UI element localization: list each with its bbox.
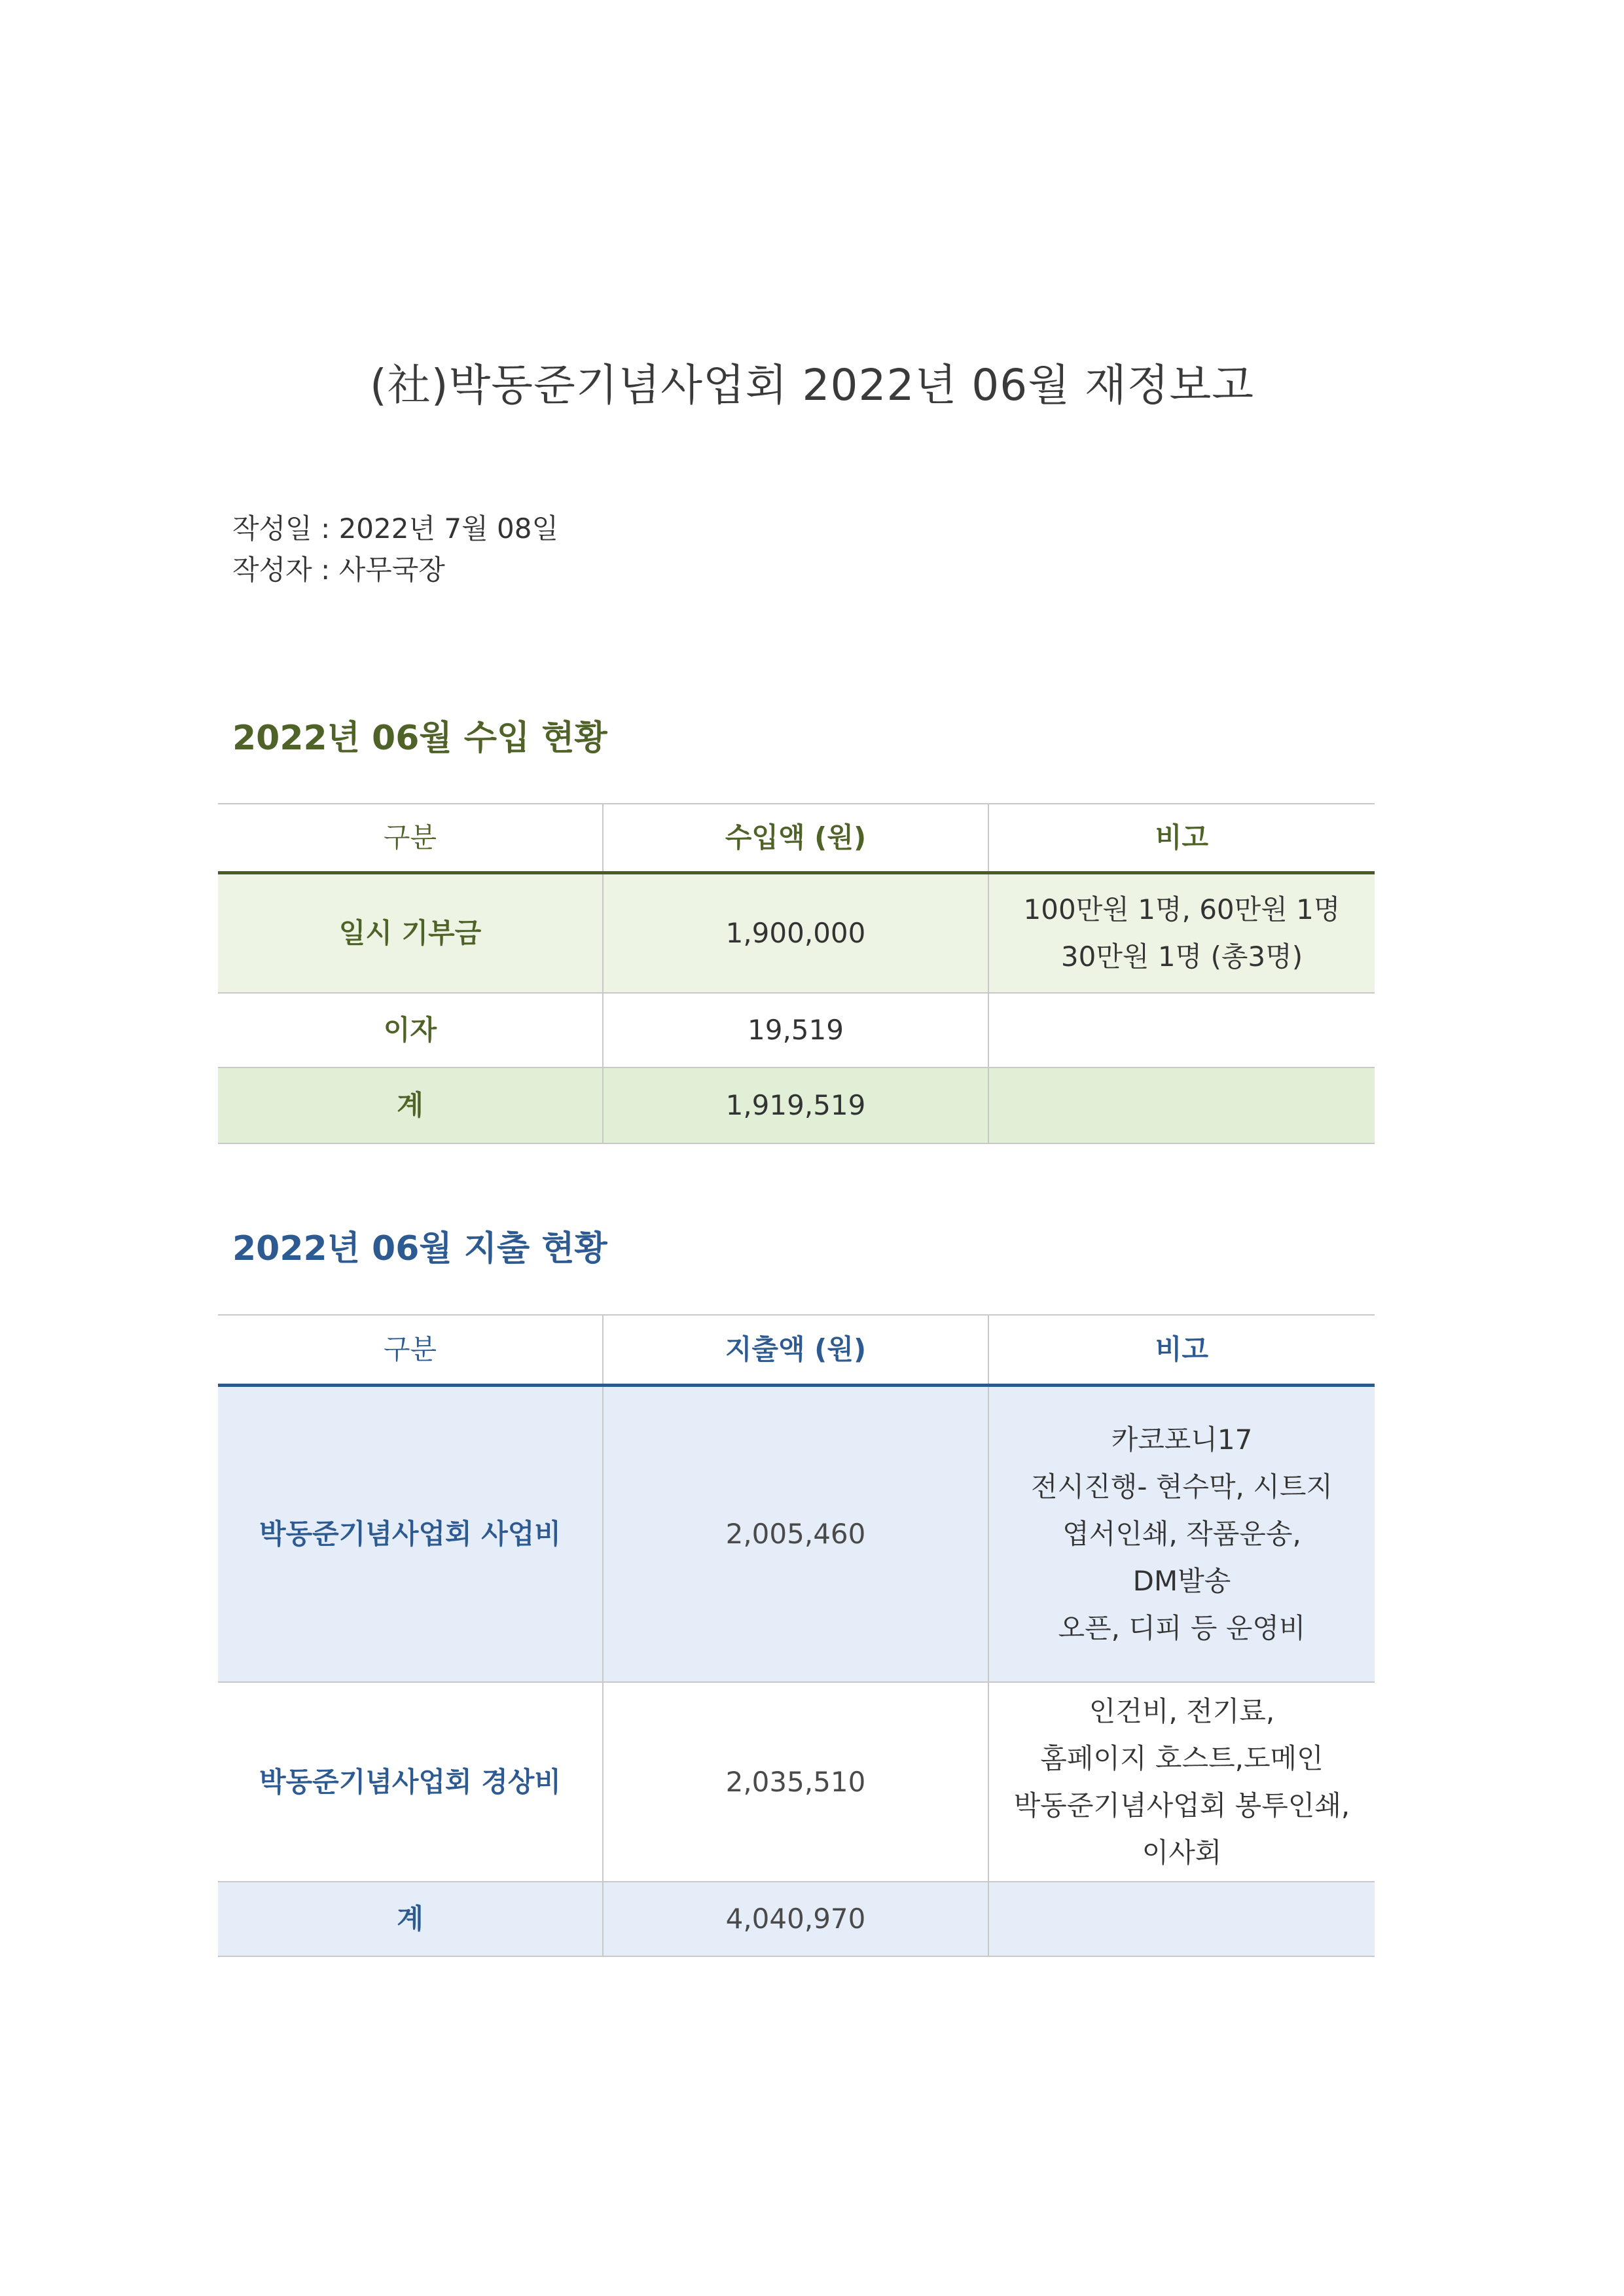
table-row <box>218 1386 1375 1683</box>
expense-row-amount: 2,035,510 <box>603 1682 988 1882</box>
expense-row-note <box>988 1882 1375 1956</box>
income-total-amount: 1,919,519 <box>603 1067 988 1143</box>
expense-total-amount: 4,040,970 <box>603 1882 988 1956</box>
note-line: 30만원 1명 (총3명) <box>1060 941 1303 973</box>
expense-row-note <box>988 1386 1375 1683</box>
income-section-title: 2022년 06월 수입 현황 <box>232 719 607 758</box>
date-line: 작성일 : 2022년 7월 08일 <box>232 512 559 545</box>
expense-section-title: 2022년 06월 지출 현황 <box>232 1229 607 1268</box>
expense-row-note <box>988 1682 1375 1882</box>
income-header-row <box>218 804 1375 873</box>
income-row-label: 이자 <box>218 993 603 1067</box>
expense-row-label: 박동준기념사업회 사업비 <box>218 1386 603 1683</box>
income-row-note <box>988 873 1375 994</box>
document-title: (社)박동준기념사업회 2022년 06월 재정보고 <box>370 360 1254 410</box>
income-header-amount: 수입액 (원) <box>603 804 988 873</box>
expense-row-label: 박동준기념사업회 경상비 <box>218 1682 603 1882</box>
income-row-amount: 1,900,000 <box>603 873 988 994</box>
table-row <box>218 1682 1375 1882</box>
table-row <box>218 993 1375 1067</box>
expense-header-row <box>218 1315 1375 1386</box>
note-line: 100만원 1명, 60만원 1명 <box>1023 893 1341 925</box>
income-table <box>218 803 1375 1144</box>
income-header-category: 구분 <box>218 804 603 873</box>
income-total-label: 계 <box>218 1067 603 1143</box>
expense-row-amount: 2,005,460 <box>603 1386 988 1683</box>
note-line: 엽서인쇄, 작품운송, <box>1062 1518 1301 1550</box>
expense-total-label: 계 <box>218 1882 603 1956</box>
note-line: 이사회 <box>1142 1836 1222 1869</box>
note-line: 인건비, 전기료, <box>1089 1695 1275 1727</box>
note-line: 박동준기념사업회 봉투인쇄, <box>1013 1789 1350 1821</box>
income-row-amount: 19,519 <box>603 993 988 1067</box>
table-row <box>218 1882 1375 1956</box>
expense-table <box>218 1314 1375 1957</box>
expense-header-category: 구분 <box>218 1315 603 1386</box>
expense-header-amount: 지출액 (원) <box>603 1315 988 1386</box>
note-line: 전시진행- 현수막, 시트지 <box>1031 1471 1333 1503</box>
income-row-label: 일시 기부금 <box>218 873 603 994</box>
note-line: DM발송 <box>1132 1565 1231 1597</box>
table-row <box>218 1067 1375 1143</box>
income-row-note <box>988 1067 1375 1143</box>
note-line: 카코포니17 <box>1111 1424 1253 1456</box>
income-row-note <box>988 993 1375 1067</box>
income-header-note: 비고 <box>988 804 1375 873</box>
table-row <box>218 873 1375 994</box>
expense-header-note: 비고 <box>988 1315 1375 1386</box>
note-line: 오픈, 디피 등 운영비 <box>1058 1612 1306 1644</box>
author-line: 작성자 : 사무국장 <box>232 554 445 586</box>
note-line: 홈페이지 호스트,도메인 <box>1040 1742 1324 1774</box>
